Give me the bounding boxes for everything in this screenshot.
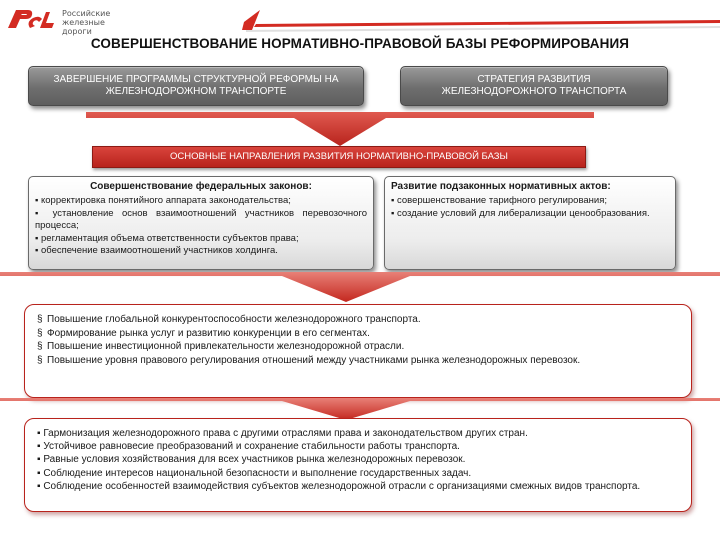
goal-bullet: §: [37, 327, 43, 339]
federal-laws-box: [28, 176, 374, 270]
logo-line-1: Российские: [62, 9, 111, 18]
goal-bullet: §: [37, 314, 43, 325]
bylaws-item: ▪ совершенствование тарифного регулирования;: [391, 195, 608, 207]
goal-item: § Повышение глобальной конкурентоспособности железнодорожного транспорта.: [37, 314, 421, 325]
reform-program-box: [28, 66, 364, 106]
principle-bullet: ▪: [37, 428, 41, 439]
bylaws-heading: Развитие подзаконных нормативных актов:: [391, 181, 611, 192]
goal-item: § Повышение инвестиционной привлекательности железнодорожной отрасли.: [37, 341, 405, 353]
goal-item: § Формирование рынка услуг и развитию конкуренции в его сегментах.: [37, 327, 370, 339]
principle-item: ▪ Гармонизация железнодорожного права с другими отраслями права и законодательством других стран.: [37, 428, 528, 439]
bylaws-box: [384, 176, 676, 270]
federal-laws-item: ▪ регламентация объема ответственности субъектов права;: [35, 232, 299, 244]
down-arrow-icon: [0, 272, 720, 306]
development-strategy-box: [400, 66, 668, 106]
logo-line-2: железные дороги: [62, 18, 105, 36]
principle-bullet: ▪: [37, 454, 41, 466]
directions-bar: ОСНОВНЫЕ НАПРАВЛЕНИЯ РАЗВИТИЯ НОРМАТИВНО-ПРАВОВОЙ БАЗЫ: [92, 146, 586, 168]
goals-box: [24, 304, 692, 398]
goal-bullet: §: [37, 354, 43, 366]
principle-bullet: ▪: [37, 441, 41, 453]
bylaws-item: ▪ создание условий для либерализации ценообразования.: [391, 207, 650, 219]
principle-item: ▪ Равные условия хозяйствования для всех участников рынка железнодорожных перевозок.: [37, 454, 466, 466]
rzd-logo-icon: [6, 6, 56, 32]
logo-text: [62, 9, 136, 36]
principle-item: ▪ Соблюдение особенностей взаимодействия субъектов железнодорожной отрасли с организациями смежных видов транспорта.: [37, 480, 641, 492]
reform-program-line-2: ЖЕЛЕЗНОДОРОЖНОМ ТРАНСПОРТЕ: [105, 86, 287, 97]
rzd-logo: [6, 6, 136, 34]
reform-program-line-1: ЗАВЕРШЕНИЕ ПРОГРАММЫ СТРУКТУРНОЙ РЕФОРМЫ НА: [53, 74, 339, 85]
federal-laws-item: ▪ установление основ взаимоотношений участников перевозочного процесса;: [35, 207, 367, 232]
page-title: СОВЕРШЕНСТВОВАНИЕ НОРМАТИВНО-ПРАВОВОЙ БАЗЫ РЕФОРМИРОВАНИЯ: [90, 36, 630, 51]
development-strategy-line-2: ЖЕЛЕЗНОДОРОЖНОГО ТРАНСПОРТА: [441, 86, 627, 97]
federal-laws-item: ▪ корректировка понятийного аппарата законодательства;: [35, 195, 291, 207]
goal-item: § Повышение уровня правового регулирования отношений между участниками рынка железнодорожных перевозок.: [37, 354, 581, 366]
principle-item: ▪ Устойчивое равновесие преобразований и сохранение стабильности работы транспорта.: [37, 441, 460, 453]
federal-laws-item: ▪ обеспечение взаимоотношений участников холдинга.: [35, 245, 278, 257]
principles-box: [24, 418, 692, 512]
development-strategy-line-1: СТРАТЕГИЯ РАЗВИТИЯ: [477, 74, 591, 85]
principle-item: ▪ Соблюдение интересов национальной безопасности и выполнение государственных задач.: [37, 467, 472, 479]
header-stripe: [232, 8, 720, 32]
down-arrow-icon: [86, 112, 594, 148]
federal-laws-heading: Совершенствование федеральных законов:: [90, 181, 312, 192]
principle-bullet: ▪: [37, 480, 41, 492]
goal-bullet: §: [37, 341, 43, 353]
principle-bullet: ▪: [37, 467, 41, 479]
